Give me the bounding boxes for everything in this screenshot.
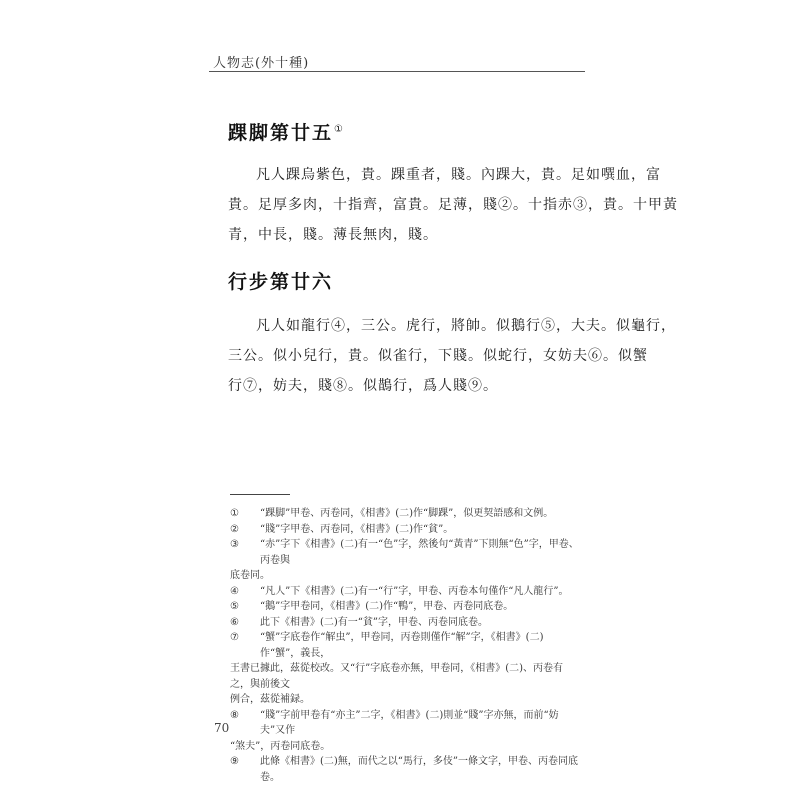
body-line: 青，中長，賤。薄長無肉，賤。	[228, 227, 438, 243]
section-body-2	[228, 311, 676, 401]
running-head: 人物志(外十種)	[213, 56, 310, 71]
footnote-number: ⑧	[230, 709, 239, 721]
footnote	[230, 599, 580, 615]
footnote-text: “凡人”下《相書》(二)有一“行”字，甲卷、丙卷本句僅作“凡人龍行”。	[260, 585, 569, 597]
section-title-text: 行步第廿六	[228, 271, 334, 293]
footnote-number: ②	[230, 523, 239, 535]
footnote-number: ⑦	[230, 632, 239, 643]
footnote-text: 例合，茲從補録。	[230, 694, 310, 705]
footnote-number: ③	[230, 539, 239, 550]
footnote-text: 底卷同。	[230, 570, 270, 581]
body-line: 凡人踝烏紫色，貴。踝重者，賤。內踝大，貴。足如噀血，富	[256, 167, 661, 183]
body-line: 貴。足厚多肉，十指齊，富貴。足薄，賤②。十指赤③，貴。十甲黃	[228, 197, 678, 213]
footnote	[230, 522, 580, 538]
footnote-text: “赤”字下《相書》(二)有一“色”字，然後句“黃青”下則無“色”字，甲卷、丙卷與	[260, 539, 579, 566]
footnote-text: “煞夫”，丙卷同底卷。	[230, 740, 331, 752]
body-line: 凡人如龍行④，三公。虎行，將帥。似鵝行⑤，大夫。似龜行，	[256, 318, 676, 334]
footnote-marker: ①	[334, 123, 345, 135]
body-line: 三公。似小兒行，貴。似雀行，下賤。似蛇行，女妨夫⑥。似蟹	[228, 348, 648, 364]
body-line: 行⑦，妨夫，賤⑧。似鵲行，爲人賤⑨。	[228, 378, 498, 394]
footnote-number: ④	[230, 585, 239, 597]
footnote-rule	[230, 494, 290, 495]
footnote	[230, 506, 580, 522]
section-title-1	[228, 118, 345, 145]
section-body-1	[228, 160, 678, 250]
footnote-number: ⑨	[230, 756, 239, 767]
page-number: 70	[214, 721, 230, 735]
footnote-text: 王書已據此，茲從校改。又“行”字底卷亦無，甲卷同，《相書》(二)、丙卷有之，與前後文	[230, 663, 564, 690]
footnote-number: ①	[230, 508, 239, 519]
footnote-number: ⑤	[230, 601, 239, 612]
footnote	[230, 615, 580, 631]
footnote	[230, 708, 580, 755]
footnote	[230, 754, 580, 785]
footnote-text: “蟹”字底卷作“解虫”，甲卷同，丙卷則僅作“解”字，《相書》(二)作“蟹”，義長，	[260, 632, 544, 659]
footnote-text: 此條《相書》(二)無，而代之以“馬行，多伎”一條文字，甲卷、丙卷同底卷。	[260, 756, 579, 783]
footnote-text: “賤”字甲卷、丙卷同，《相書》(二)作“貧”。	[260, 523, 454, 535]
footnote-text: 此下《相書》(二)有一“貧”字，甲卷、丙卷同底卷。	[260, 616, 489, 628]
footnote-number: ⑥	[230, 616, 239, 628]
footnote-text: “鵝”字甲卷同，《相書》(二)作“鴨”，甲卷、丙卷同底卷。	[260, 601, 514, 612]
footnote-text: “踝脚”甲卷、丙卷同，《相書》(二)作“脚踝”，似更契語感和文例。	[260, 508, 554, 519]
footnotes	[230, 506, 580, 785]
section-title-text: 踝脚第廿五	[228, 122, 334, 144]
footnote-text: “賤”字前甲卷有“亦主”二字，《相書》(二)則並“賤”字亦無，而前“妨夫”又作	[260, 709, 559, 736]
footnote	[230, 537, 580, 584]
section-title-2	[228, 267, 334, 294]
header-rule	[209, 71, 585, 72]
footnote	[230, 584, 580, 600]
footnote	[230, 630, 580, 708]
